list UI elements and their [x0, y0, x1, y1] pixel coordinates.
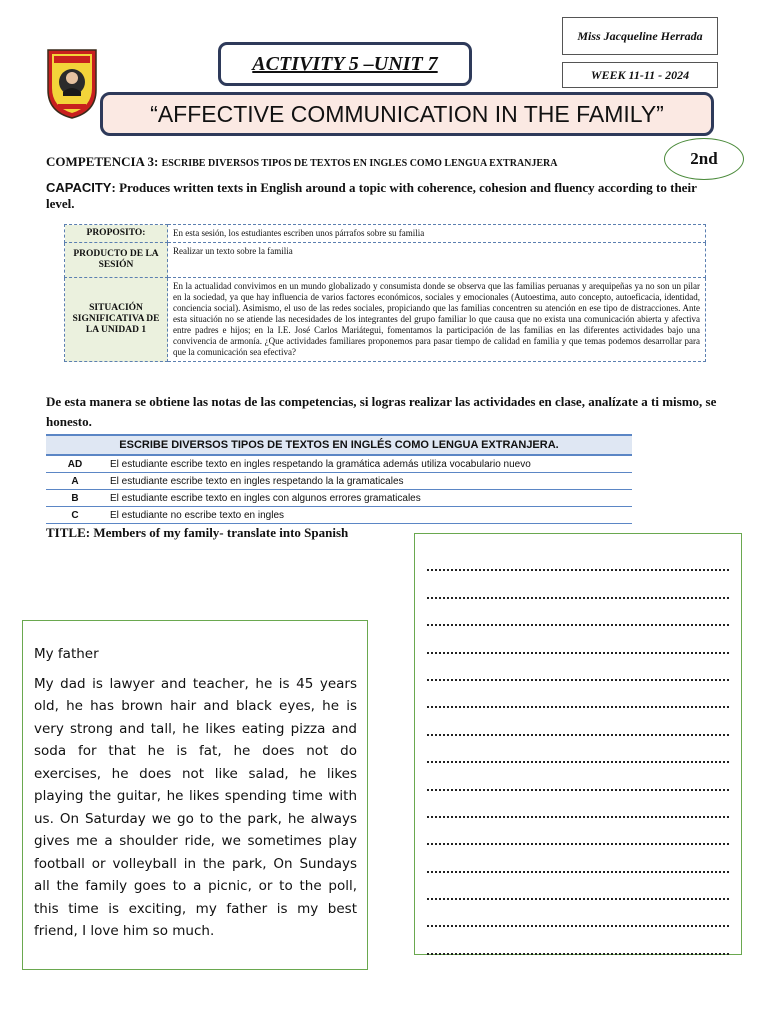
instruction-note: De esta manera se obtiene las notas de las competencias, si logras realizar las actividades en clase, analízate a ti mismo, se honesto.	[46, 394, 717, 429]
purpose-text: En esta sesión, los estudiantes escriben unos párrafos sobre su familia	[168, 225, 706, 243]
competencia-line	[46, 154, 558, 170]
answer-line[interactable]	[427, 599, 729, 626]
table-row	[65, 278, 706, 362]
answer-line[interactable]	[427, 654, 729, 681]
situation-label: SITUACIÓN SIGNIFICATIVA DE LA UNIDAD 1	[65, 278, 168, 362]
school-logo	[46, 44, 98, 120]
activity-title: ACTIVITY 5 –UNIT 7	[252, 52, 438, 75]
rubric-level: AD	[67, 458, 83, 470]
table-row	[46, 490, 632, 507]
capacity-label: CAPACITY	[46, 180, 112, 195]
answer-box[interactable]	[414, 533, 742, 955]
capacity-text: : Produces written texts in English around a topic with coherence, cohesion and fluency according to their level.	[46, 180, 697, 211]
week-label: WEEK 11-11 - 2024	[562, 62, 718, 88]
purpose-label: PROPOSITO:	[65, 225, 168, 243]
answer-line[interactable]	[427, 736, 729, 763]
reading-box	[22, 620, 368, 970]
teacher-name: Miss Jacqueline Herrada	[562, 17, 718, 55]
rubric-desc: El estudiante no escribe texto en ingles	[110, 509, 284, 521]
rubric-heading: ESCRIBE DIVERSOS TIPOS DE TEXTOS EN INGLÉS COMO LENGUA EXTRANJERA.	[46, 434, 632, 456]
rubric-desc: El estudiante escribe texto en ingles con algunos errores gramaticales	[110, 492, 421, 504]
rubric-level: B	[71, 492, 79, 504]
product-text: Realizar un texto sobre la familia	[168, 243, 706, 278]
situation-text: En la actualidad convivimos en un mundo globalizado y consumista donde se observa que las familias peruanas y arequipeñas ya no son un pilar en la sociedad, ya que hay influencia de varios factores económicos, sociales y emocionales (Autoestima, auto concepto, autoeficacia, identidad, conciencia social). Asimismo, el uso de las redes sociales, propiciando que las familias concentren su atención en ese tipo de distracciones. Ante esta situación no se atiende las necesidades de los integrantes del grupo familiar lo que causa que no exista una comunicación abierta y afectiva entre padres e hijos; en la I.E. José Carlos Mariátegui, fomentamos la participación de las familias en las diferentes actividades bajo una convivencia de armonía. ¿Que actividades familiares proponemos para pasar tiempo de calidad en familia y que temas podemos desarrollar para que la comunicación sea efectiva?	[168, 278, 706, 362]
answer-line[interactable]	[427, 791, 729, 818]
answer-line[interactable]	[427, 763, 729, 790]
rubric-desc: El estudiante escribe texto en ingles respetando la gramática además utiliza vocabulario nuevo	[110, 458, 531, 470]
reading-heading: My father	[34, 646, 99, 662]
main-title: “AFFECTIVE COMMUNICATION IN THE FAMILY”	[100, 92, 714, 136]
grade-badge: 2nd	[664, 138, 744, 180]
answer-line[interactable]	[427, 626, 729, 653]
table-row	[46, 456, 632, 473]
product-label: PRODUCTO DE LA SESIÓN	[65, 243, 168, 278]
capacity-line	[46, 180, 726, 212]
answer-line[interactable]	[427, 708, 729, 735]
answer-line[interactable]	[427, 845, 729, 872]
table-row	[65, 243, 706, 278]
task-title: TITLE: Members of my family- translate into Spanish	[46, 525, 349, 540]
answer-line[interactable]	[427, 873, 729, 900]
competencia-text: ESCRIBE DIVERSOS TIPOS DE TEXTOS EN INGLES COMO LENGUA EXTRANJERA	[161, 158, 558, 169]
rubric-level: C	[71, 509, 79, 521]
table-row	[46, 473, 632, 490]
answer-line[interactable]	[427, 544, 729, 571]
rubric-desc: El estudiante escribe texto en ingles respetando la la gramaticales	[110, 475, 404, 487]
answer-line[interactable]	[427, 681, 729, 708]
table-row	[46, 507, 632, 524]
answer-line[interactable]	[427, 927, 729, 954]
rubric-level: A	[71, 475, 79, 487]
answer-line[interactable]	[427, 818, 729, 845]
answer-line[interactable]	[427, 571, 729, 598]
rubric-table	[46, 434, 632, 524]
table-row	[65, 225, 706, 243]
purpose-table	[64, 224, 706, 362]
answer-line[interactable]	[427, 900, 729, 927]
activity-box	[218, 42, 472, 86]
reading-body: My dad is lawyer and teacher, he is 45 years old, he has brown hair and black eyes, he is very strong and tall, he likes eating pizza and soda for that he is fat, he does not do exercises, he does not like salad, he likes playing the guitar, he likes spending time with us. On Saturday we go to the park, he always gives me a shoulder ride, we sometimes play football or volleyball in the park, On Sundays all the family goes to a picnic, or to the poll, this time is exciting, my father is my best friend, I love him so much.	[34, 675, 357, 939]
competencia-label: COMPETENCIA 3:	[46, 154, 162, 169]
